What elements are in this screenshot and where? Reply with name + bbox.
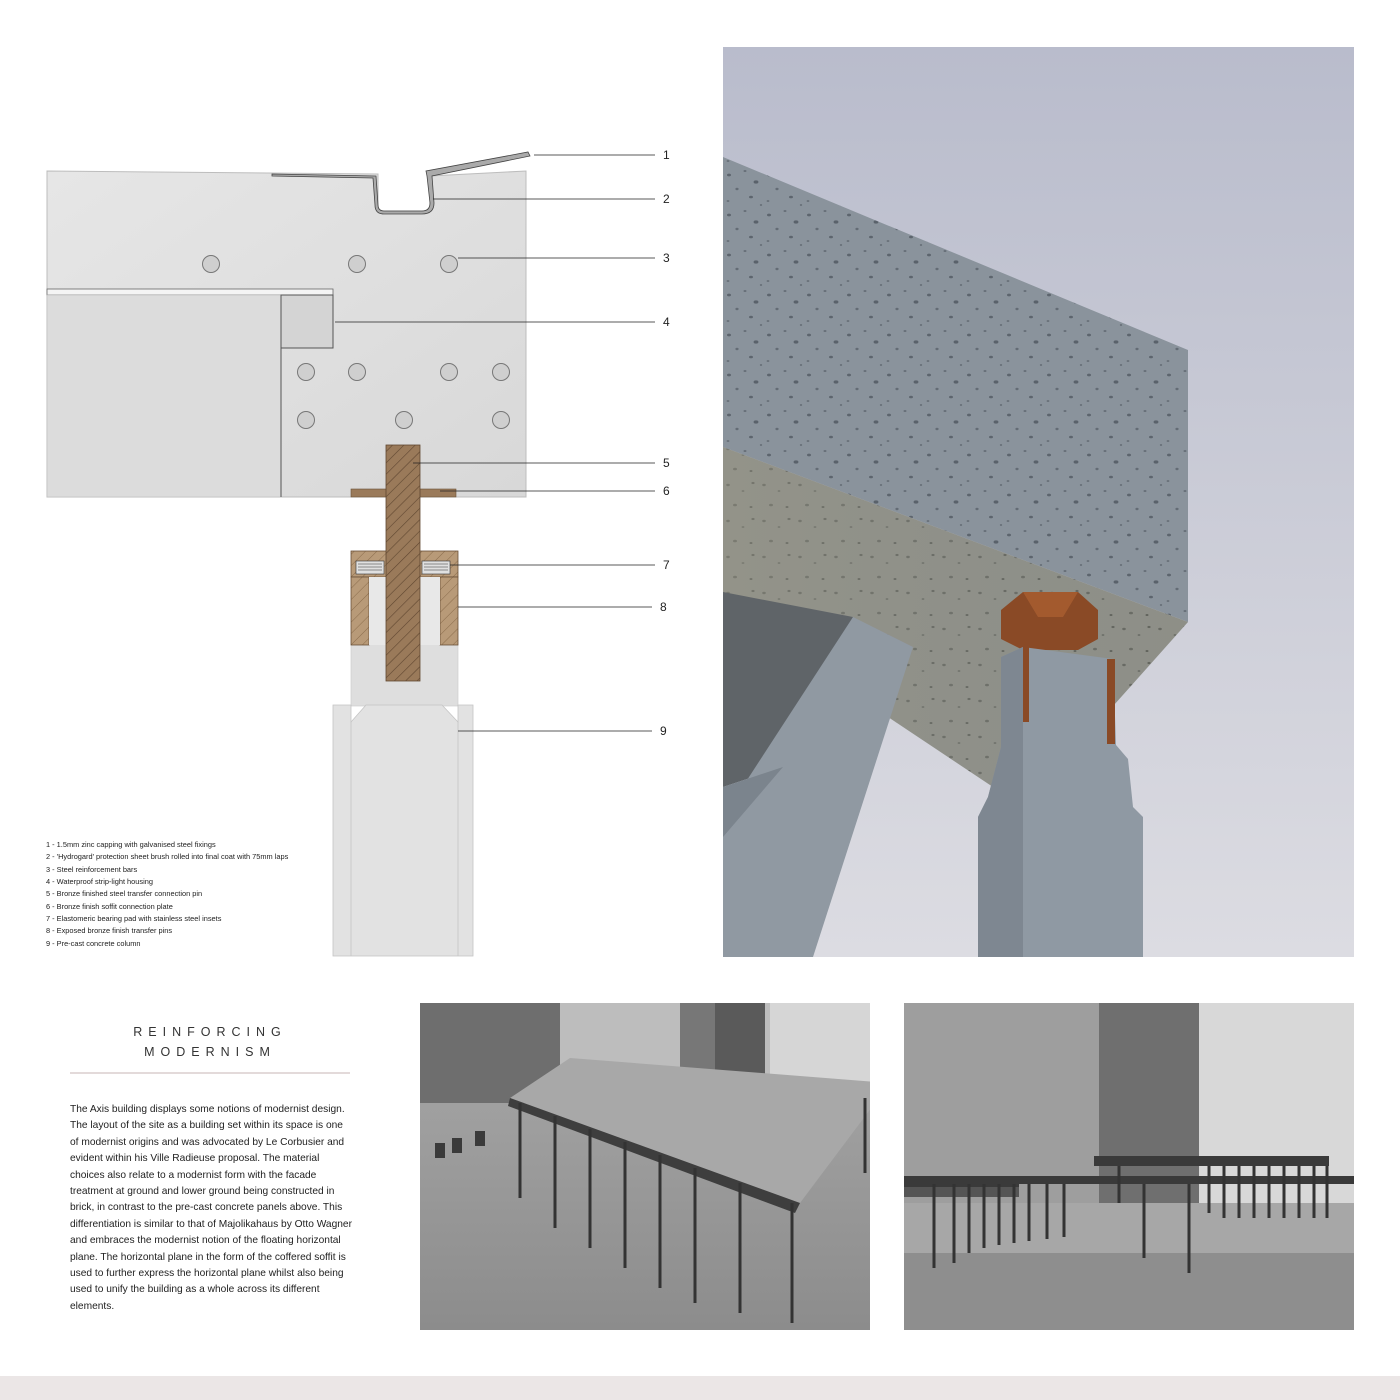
precast-concrete-column xyxy=(333,640,473,956)
detail-legend xyxy=(46,839,346,950)
callout-7: 7 xyxy=(663,558,670,572)
legend-item: 3 - Steel reinforcement bars xyxy=(46,864,138,874)
legend-item: 2 - 'Hydrogard' protection sheet brush rolled into final coat with 75mm laps xyxy=(46,852,289,862)
heading-line-1: REINFORCING xyxy=(133,1025,287,1039)
callout-5: 5 xyxy=(663,456,670,470)
callout-9: 9 xyxy=(660,724,667,738)
legend-item: 1 - 1.5mm zinc capping with galvanised steel fixings xyxy=(46,840,216,849)
transfer-connection-pin xyxy=(386,445,420,681)
callout-1: 1 xyxy=(663,148,670,162)
body-paragraph: The Axis building displays some notions of modernist design. The layout of the site as a building set within its space is one of modernist origins and was advocated by Le Corbusier and evident within his Ville Radieuse proposal. The material choices also relate to a modernist form with the facade treatment at ground and lower ground being constructed in brick, in contrast to the pre-cast concrete panels above. This differentiation is similar to that of Majolikahaus by Otto Wagner and embraces the modernist notion of the floating horizontal plane. The horizontal plane in the form of the coffered soffit is used to further express the horizontal plane whilst also being used to unify the building as a whole across its different elements. xyxy=(70,1104,352,1312)
legend-item: 4 - Waterproof strip-light housing xyxy=(46,877,153,887)
legend-item: 7 - Elastomeric bearing pad with stainless steel insets xyxy=(46,914,222,924)
callout-6: 6 xyxy=(663,484,670,498)
legend-item: 9 - Pre-cast concrete column xyxy=(46,938,141,948)
construction-detail-drawing xyxy=(0,0,700,970)
callout-2: 2 xyxy=(663,192,670,206)
footer-band xyxy=(0,1376,1400,1400)
legend-item: 6 - Bronze finish soffit connection plate xyxy=(46,901,173,911)
column-render-image xyxy=(723,47,1354,957)
model-photo-aerial xyxy=(420,1003,870,1330)
legend-item: 8 - Exposed bronze finish transfer pins xyxy=(46,926,173,936)
callout-3: 3 xyxy=(663,251,670,265)
callout-8: 8 xyxy=(660,600,667,614)
callout-4: 4 xyxy=(663,315,670,329)
model-photo-elevation xyxy=(904,1003,1354,1330)
legend-item: 5 - Bronze finished steel transfer connection pin xyxy=(46,889,203,899)
callout-numbers xyxy=(660,148,670,738)
heading-line-2: MODERNISM xyxy=(144,1045,276,1059)
heading-divider xyxy=(70,1072,350,1074)
